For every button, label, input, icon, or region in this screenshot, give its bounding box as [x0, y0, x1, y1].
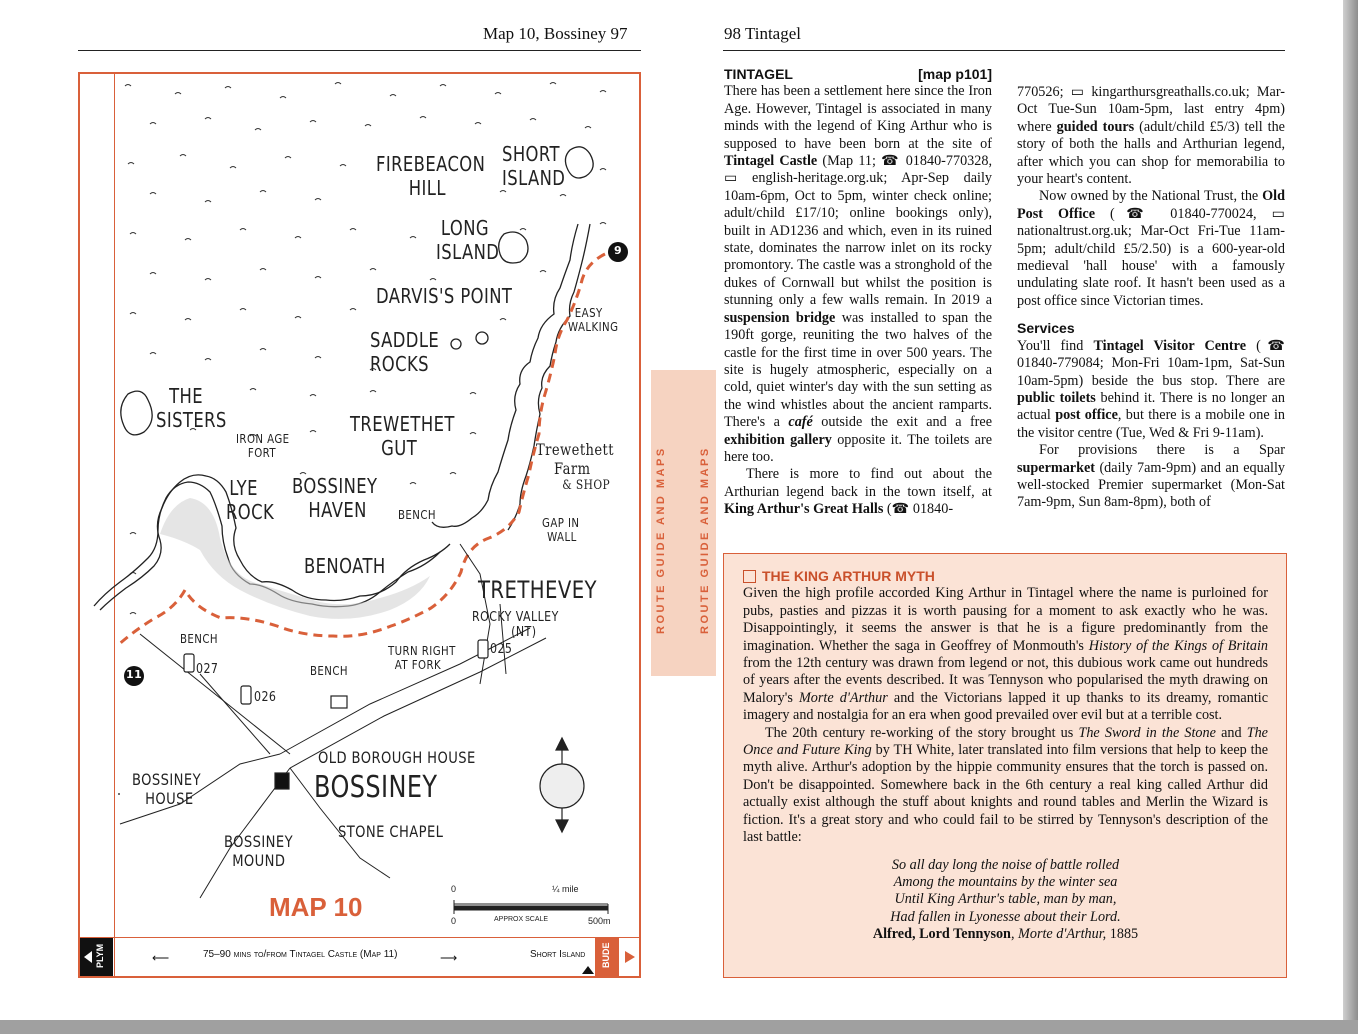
route-marker-11: 11: [126, 668, 143, 681]
scale-bar: [454, 900, 608, 914]
page-edge-shadow: [1343, 0, 1358, 1034]
plym-label: PLYM: [95, 943, 105, 968]
provisions-para: For provisions there is a Spar supermarket (daily 7am-9pm) and an equally well-stocked Premier supermarket (Mon-Sat 7am-9pm, Sun 8am-8pm), both of: [1017, 442, 1285, 511]
box-title: THE KING ARTHUR MYTH: [743, 568, 1268, 585]
label-old-borough-house: OLD BOROUGH HOUSE: [318, 748, 476, 767]
tintagel-para-2: There is more to find out about the Arthurian legend back in the town itself, at King Arthur's Great Halls (☎ 01840-: [724, 466, 992, 518]
scale-approx: APPROX SCALE: [494, 916, 549, 923]
arrow-left-icon: [84, 951, 92, 963]
label-bossiney-haven: BOSSINEY HAVEN: [292, 474, 378, 522]
label-short-island: SHORT ISLAND: [502, 142, 566, 190]
label-rocky-valley: ROCKY VALLEY (NT): [472, 610, 559, 640]
label-bossiney-mound: BOSSINEY MOUND: [224, 832, 294, 870]
route-guide-label-right: ROUTE GUIDE AND MAPS: [699, 446, 711, 634]
route-guide-tab: [651, 370, 716, 676]
label-lye-rock: LYE ROCK: [226, 476, 275, 524]
bude-label: BUDE: [601, 942, 611, 968]
services-para: You'll find Tintagel Visitor Centre (☎ 01840-779084; Mon-Fri 10am-1pm, Sat-Sun 10am-5pm) beside the bus stop. There are public toilets behind it. There is no longer an actual post office, but there is a mobile one in the visitor centre (Tue, Wed & Fri 9-11am).: [1017, 337, 1285, 441]
label-firebeacon-hill: FIREBEACON HILL: [376, 152, 486, 200]
next-location-text: Short Island: [530, 949, 586, 960]
next-map-bude[interactable]: [595, 938, 619, 976]
checkbox-icon: [743, 570, 756, 583]
label-iron-age-fort: IRON AGE FORT: [236, 432, 290, 460]
right-header-rule: [723, 50, 1285, 51]
label-darvis-point: DARVIS'S POINT: [376, 284, 513, 308]
label-easy-walking: EASY WALKING: [568, 306, 619, 334]
label-long-island: LONG ISLAND: [436, 216, 500, 264]
right-page-header: 98 Tintagel: [724, 24, 801, 43]
box-para-2: The 20th century re-working of the story brought us The Sword in the Stone and The Once and Future King by TH White, later translated into film versions that help to keep the myth alive. Arthur's adoption by the hippie community ensures that the torch is passed on. Don't be disappointed. Somewhere back in the 6th century a real king called Arthur did actually exist although the stuff about knights and round tables and Merlin the Wizard is fiction. It's a great story and who could fail to be stirred by Tennyson's description of the last battle:: [743, 724, 1268, 846]
label-bench-1: BENCH: [398, 508, 436, 522]
halls-para: 770526; ▭ kingarthursgreathalls.co.uk; Mar-Oct Tue-Sun 10am-5pm, last entry 4pm) where guided tours (adult/child £5/3) tell the story of both the halls and Arthurian legend, after which you can shop for memorabilia to your heart's content.: [1017, 84, 1285, 188]
box-para-1: Given the high profile accorded King Arthur in Tintagel where the name is purloined for pubs, pasties and pizzas it is worth pausing for a moment to ask exactly who he was. Disappointingly, it seems the answer is that he is a figure predominantly from the imagination. Whether the saga in Geoffrey of Monmouth's History of the Kings of Britain from the 12th century was drawn from legend or not, this dubious work came out hundreds of years after the events described. It was Tennyson who popularised the myth drawing on Malory's Morte d'Arthur and the Victorians lapped it up thanks to its dreamy, romantic imagery and nostalgia for an era when good prevailed over evil but at a terrible cost.: [743, 585, 1269, 724]
arrow-right-icon: [625, 951, 635, 963]
label-trewethett-farm: Trewethett Farm & SHOP: [536, 440, 614, 493]
left-page-header: Map 10, Bossiney 97: [483, 24, 628, 43]
left-header-rule: [78, 50, 641, 51]
poem-attribution: Alfred, Lord Tennyson, Morte d'Arthur, 1885: [872, 926, 1139, 943]
label-bench-3: BENCH: [310, 664, 348, 678]
label-gap-in-wall: GAP IN WALL: [542, 516, 580, 544]
tintagel-heading: TINTAGEL [map p101]: [724, 66, 992, 82]
tennyson-poem: So all day long the noise of battle rolled Among the mountains by the winter sea Until King Arthur's table, man by man, Had fallen in Lyonesse about their Lord.: [890, 856, 1121, 925]
label-bossiney: BOSSINEY: [314, 770, 438, 805]
walk-time-text: 75–90 mins to/from Tintagel Castle (Map 11): [203, 949, 398, 960]
scale-zero-top: 0: [451, 884, 457, 894]
label-turn-right: TURN RIGHT AT FORK: [388, 644, 456, 672]
scale-quarter-mile: ¼ mile: [552, 884, 579, 894]
scale-zero-bottom: 0: [451, 916, 457, 926]
label-the-sisters: THE SISTERS: [156, 384, 227, 432]
arrow-left-icon: ⟵: [152, 951, 170, 965]
north-marker-icon: [582, 966, 594, 974]
scale-metres: 500m: [588, 916, 611, 926]
label-stone-chapel: STONE CHAPEL: [338, 822, 444, 841]
label-bench-2: BENCH: [180, 632, 218, 646]
tintagel-para-1: There has been a settlement here since the Iron Age. However, Tintagel is associated in many minds with the legend of King Arthur who is supposed to have been born at the site of Tintagel Castle (Map 11; ☎ 01840-770328, ▭ english-heritage.org.uk; Apr-Sep daily 10am-6pm, Oct to 5pm, winter check online; adult/child £17/10; online bookings only), built in AD1236 and which, even in its ruined state, dominates the narrow inlet on its rocky promontory. The castle was a stronghold of the dukes of Cornwall but whilst the position is stunning only a few walls remain. In 2019 a suspension bridge was installed to span the 190ft gorge, reuniting the two halves of the castle for the first time in over 500 years. The site is hugely atmospheric, especially on a cold, quiet winter's day with the sun setting as the wind whistles about the ancient ramparts. There's a café outside the exit and a free exhibition gallery opposite it. The toilets are here too.: [724, 83, 992, 465]
text-column-1: [724, 66, 992, 519]
text-column-2: [1017, 84, 1285, 512]
map-10: [78, 72, 641, 978]
prev-map-plym[interactable]: [80, 938, 113, 976]
label-saddle-rocks: SADDLE ROCKS: [370, 328, 440, 376]
post-office-para: Now owned by the National Trust, the Old Post Office (☎ 01840-770024, ▭ nationaltrust.org.uk; Mar-Oct Fri-Tue 11am-5pm; adult/child £5/2.50) is a 600-year-old medieval 'hall house' with a famously undulating slate roof. It hasn't been used as a post office since Victorian times.: [1017, 188, 1286, 309]
label-trewethet-gut: TREWETHET GUT: [350, 412, 455, 460]
gps-026: 026: [254, 690, 277, 705]
services-heading: Services: [1017, 320, 1075, 337]
king-arthur-box: [723, 553, 1287, 978]
gps-027: 027: [196, 662, 219, 677]
map-title: MAP 10: [269, 892, 363, 922]
label-trethevey: TRETHEVEY: [478, 576, 598, 604]
page-bottom-shadow: [0, 1020, 1358, 1034]
gps-025: 025: [490, 642, 513, 657]
label-benoath: BENOATH: [304, 554, 386, 578]
route-marker-9: 9: [614, 244, 623, 257]
map-nav-bar: [80, 937, 639, 976]
compass: [540, 738, 584, 832]
label-bossiney-house: BOSSINEY HOUSE: [132, 770, 202, 808]
arrow-right-icon: ⟶: [440, 951, 458, 965]
route-guide-label-left: ROUTE GUIDE AND MAPS: [655, 446, 667, 634]
